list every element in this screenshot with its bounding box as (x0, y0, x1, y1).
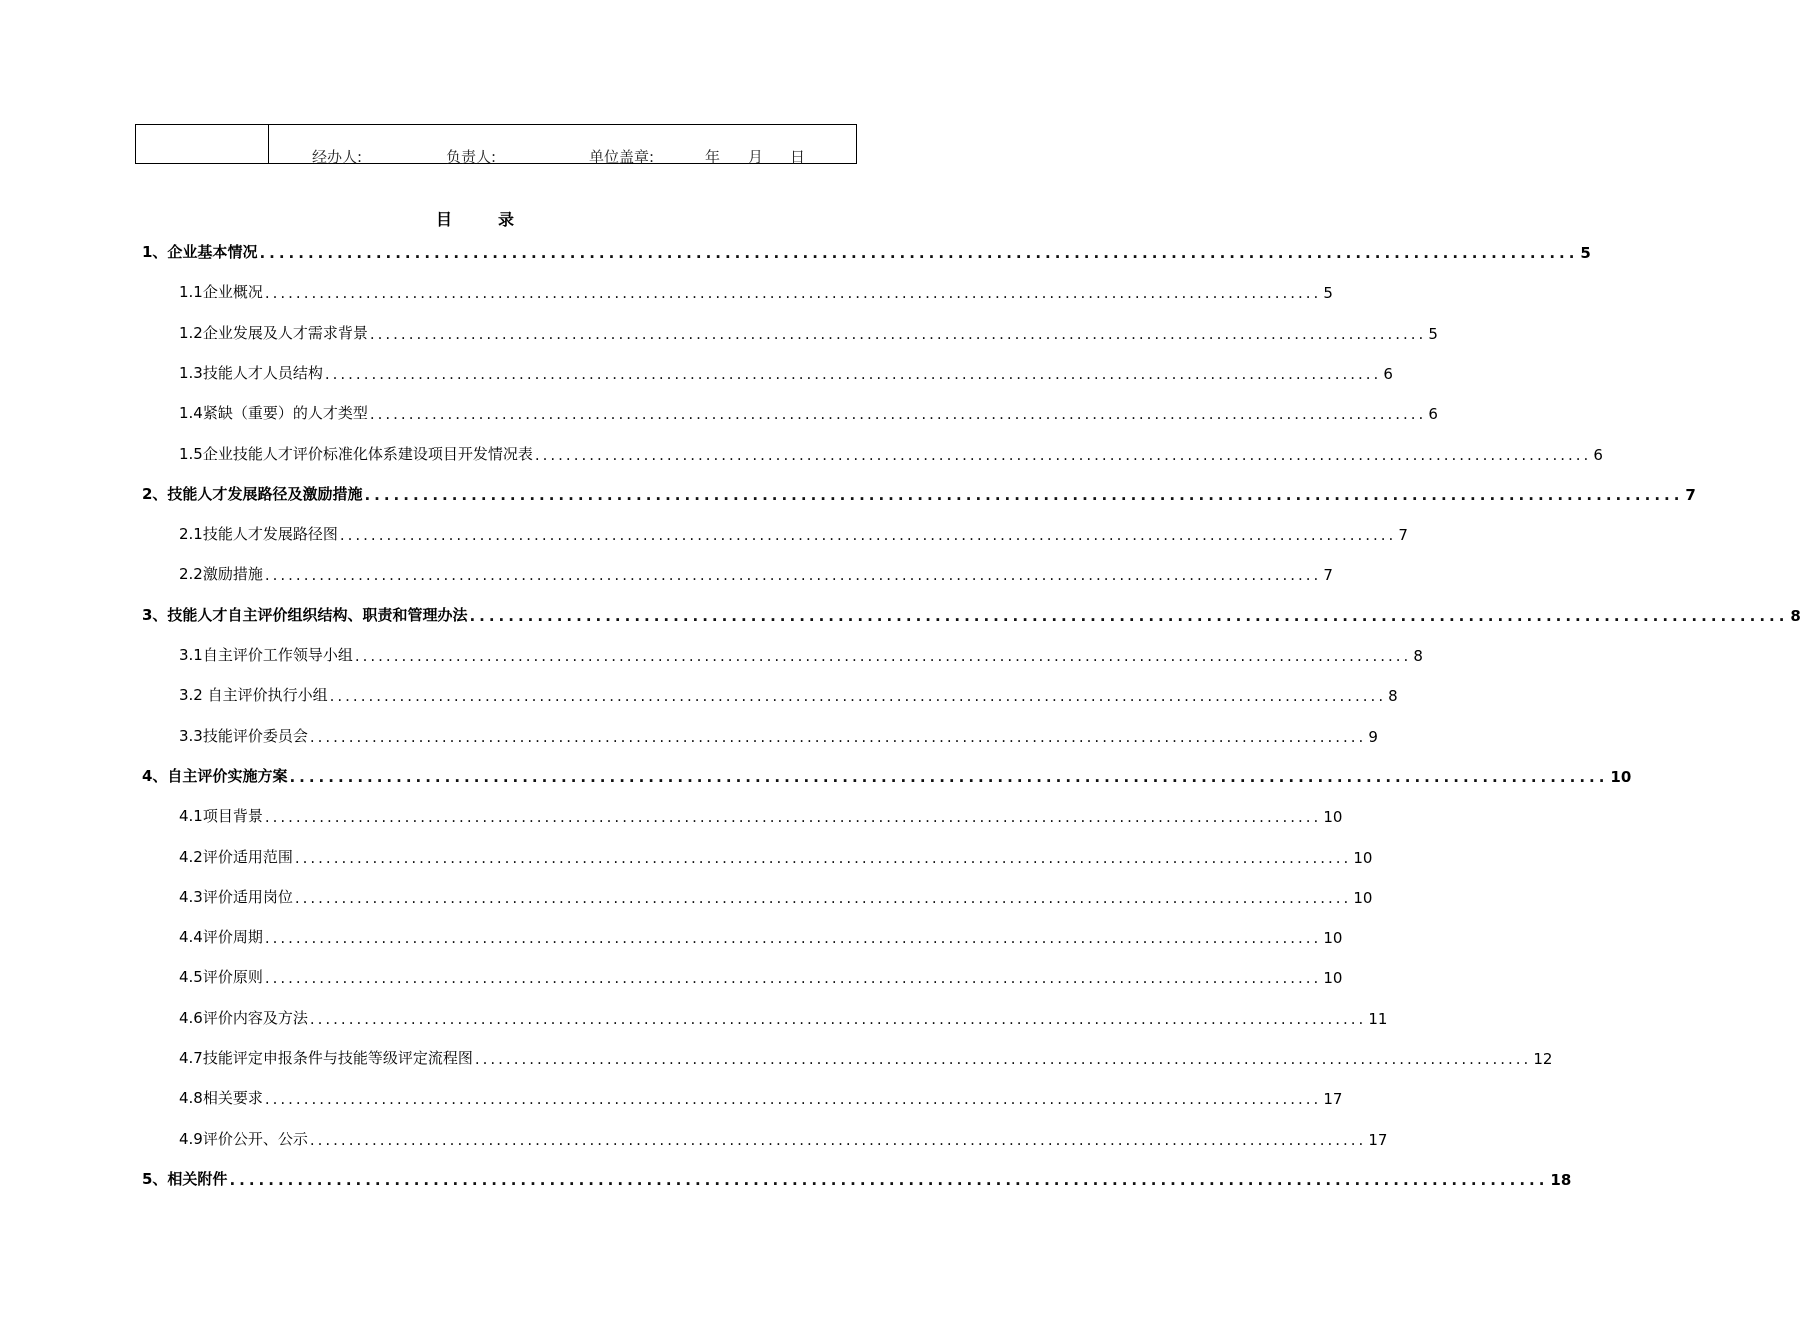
toc-title-char-2: 录 (498, 210, 515, 229)
toc-entry-title: 4.1项目背景 (179, 807, 263, 825)
toc-dot-leader: ........................................................................................................................................ (259, 244, 1579, 262)
toc-entry-page-number: 6 (1593, 446, 1603, 464)
toc-dot-leader: ........................................................................................................................................ (264, 1090, 1322, 1108)
toc-section-entry[interactable] (179, 361, 1393, 383)
toc-section-entry[interactable] (179, 280, 1333, 302)
toc-section-entry[interactable] (179, 1086, 1343, 1108)
toc-dot-leader: ........................................................................................................................................ (289, 768, 1609, 786)
toc-section-entry[interactable] (179, 885, 1373, 907)
toc-entry-page-number: 7 (1398, 526, 1408, 544)
toc-dot-leader: ........................................................................................................................................ (309, 728, 1367, 746)
toc-section-entry[interactable] (179, 321, 1438, 343)
toc-entry-page-number: 17 (1323, 1090, 1343, 1108)
toc-title-char-1: 目 (435, 210, 452, 229)
toc-entry-title: 1、企业基本情况 (142, 243, 258, 261)
toc-entry-title: 4.9评价公开、公示 (179, 1130, 308, 1148)
toc-entry-page-number: 12 (1533, 1050, 1553, 1068)
toc-section-entry[interactable] (179, 683, 1398, 705)
signature-table-left-cell (136, 125, 269, 163)
day-label: 日 (790, 148, 806, 166)
toc-section-entry[interactable] (179, 1127, 1388, 1149)
month-label: 月 (748, 148, 764, 166)
toc-entry-title: 1.3技能人才人员结构 (179, 364, 323, 382)
toc-entry-page-number: 5 (1580, 244, 1591, 262)
toc-entry-page-number: 7 (1685, 486, 1696, 504)
toc-entry-page-number: 6 (1383, 365, 1393, 383)
toc-entry-page-number: 6 (1428, 405, 1438, 423)
toc-entry-title: 3.2 自主评价执行小组 (179, 686, 328, 704)
toc-dot-leader: ........................................................................................................................................ (264, 808, 1322, 826)
toc-entry-page-number: 17 (1368, 1131, 1388, 1149)
toc-entry-page-number: 7 (1323, 566, 1333, 584)
toc-entry-page-number: 11 (1368, 1010, 1388, 1028)
toc-section-entry[interactable] (179, 401, 1438, 423)
year-label: 年 (705, 148, 721, 166)
toc-entry-page-number: 10 (1610, 768, 1632, 786)
toc-entry-title: 3.3技能评价委员会 (179, 727, 308, 745)
toc-entry-title: 5、相关附件 (142, 1170, 228, 1188)
toc-dot-leader: ........................................................................................................................................ (354, 647, 1412, 665)
toc-section-entry[interactable] (179, 804, 1343, 826)
toc-section-entry[interactable] (179, 522, 1408, 544)
toc-dot-leader: ........................................................................................................................................ (324, 365, 1382, 383)
toc-section-entry[interactable] (179, 562, 1333, 584)
toc-entry-title: 4.8相关要求 (179, 1089, 263, 1107)
toc-entry-title: 1.2企业发展及人才需求背景 (179, 324, 368, 342)
toc-entry-page-number: 5 (1323, 284, 1333, 302)
toc-entry-page-number: 5 (1428, 325, 1438, 343)
toc-section-entry[interactable] (179, 724, 1378, 746)
toc-dot-leader: ........................................................................................................................................ (309, 1131, 1367, 1149)
toc-entry-page-number: 10 (1323, 929, 1343, 947)
toc-dot-leader: ........................................................................................................................................ (264, 969, 1322, 987)
toc-entry-title: 4.7技能评定申报条件与技能等级评定流程图 (179, 1049, 473, 1067)
toc-chapter-entry[interactable] (142, 482, 1696, 504)
toc-dot-leader: ........................................................................................................................................ (339, 526, 1397, 544)
toc-entry-title: 4.4评价周期 (179, 928, 263, 946)
toc-dot-leader: ........................................................................................................................................ (294, 849, 1352, 867)
toc-chapter-entry[interactable] (142, 764, 1632, 786)
toc-dot-leader: ........................................................................................................................................ (474, 1050, 1532, 1068)
toc-dot-leader: ........................................................................................................................................ (469, 607, 1789, 625)
toc-entry-page-number: 8 (1790, 607, 1801, 625)
toc-entry-page-number: 8 (1388, 687, 1398, 705)
toc-dot-leader: ........................................................................................................................................ (309, 1010, 1367, 1028)
toc-dot-leader: ........................................................................................................................................ (264, 284, 1322, 302)
toc-entry-title: 4.5评价原则 (179, 968, 263, 986)
toc-dot-leader: ........................................................................................................................................ (294, 889, 1352, 907)
handler-label: 经办人: (312, 148, 363, 166)
toc-entry-title: 2.1技能人才发展路径图 (179, 525, 338, 543)
toc-entry-title: 3.1自主评价工作领导小组 (179, 646, 353, 664)
toc-entry-title: 4.6评价内容及方法 (179, 1009, 308, 1027)
toc-dot-leader: ........................................................................................................................................ (264, 929, 1322, 947)
toc-entry-title: 4.3评价适用岗位 (179, 888, 293, 906)
toc-section-entry[interactable] (179, 925, 1343, 947)
toc-entry-page-number: 10 (1323, 969, 1343, 987)
toc-entry-title: 4.2评价适用范围 (179, 848, 293, 866)
toc-entry-title: 1.1企业概况 (179, 283, 263, 301)
toc-section-entry[interactable] (179, 442, 1603, 464)
toc-entry-page-number: 10 (1353, 849, 1373, 867)
toc-dot-leader: ........................................................................................................................................ (364, 486, 1684, 504)
toc-section-entry[interactable] (179, 1006, 1388, 1028)
toc-section-entry[interactable] (179, 965, 1343, 987)
toc-dot-leader: ........................................................................................................................................ (534, 446, 1592, 464)
toc-dot-leader: ........................................................................................................................................ (229, 1171, 1549, 1189)
toc-title (0, 207, 950, 230)
toc-entry-title: 4、自主评价实施方案 (142, 767, 288, 785)
toc-entry-page-number: 18 (1550, 1171, 1572, 1189)
toc-entry-title: 2.2激励措施 (179, 565, 263, 583)
toc-section-entry[interactable] (179, 1046, 1553, 1068)
responsible-label: 负责人: (446, 148, 497, 166)
toc-entry-title: 1.4紧缺（重要）的人才类型 (179, 404, 368, 422)
toc-chapter-entry[interactable] (142, 1167, 1572, 1189)
toc-dot-leader: ........................................................................................................................................ (329, 687, 1387, 705)
toc-section-entry[interactable] (179, 643, 1423, 665)
toc-entry-title: 2、技能人才发展路径及激励措施 (142, 485, 363, 503)
toc-entry-title: 3、技能人才自主评价组织结构、职责和管理办法 (142, 606, 468, 624)
toc-entry-page-number: 9 (1368, 728, 1378, 746)
toc-dot-leader: ........................................................................................................................................ (369, 405, 1427, 423)
seal-label: 单位盖章: (589, 148, 655, 166)
toc-chapter-entry[interactable] (142, 603, 1801, 625)
toc-entry-page-number: 10 (1353, 889, 1373, 907)
toc-dot-leader: ........................................................................................................................................ (264, 566, 1322, 584)
toc-dot-leader: ........................................................................................................................................ (369, 325, 1427, 343)
toc-entry-page-number: 8 (1413, 647, 1423, 665)
toc-entry-page-number: 10 (1323, 808, 1343, 826)
toc-section-entry[interactable] (179, 845, 1373, 867)
toc-entry-title: 1.5企业技能人才评价标准化体系建设项目开发情况表 (179, 445, 533, 463)
toc-chapter-entry[interactable] (142, 240, 1591, 262)
